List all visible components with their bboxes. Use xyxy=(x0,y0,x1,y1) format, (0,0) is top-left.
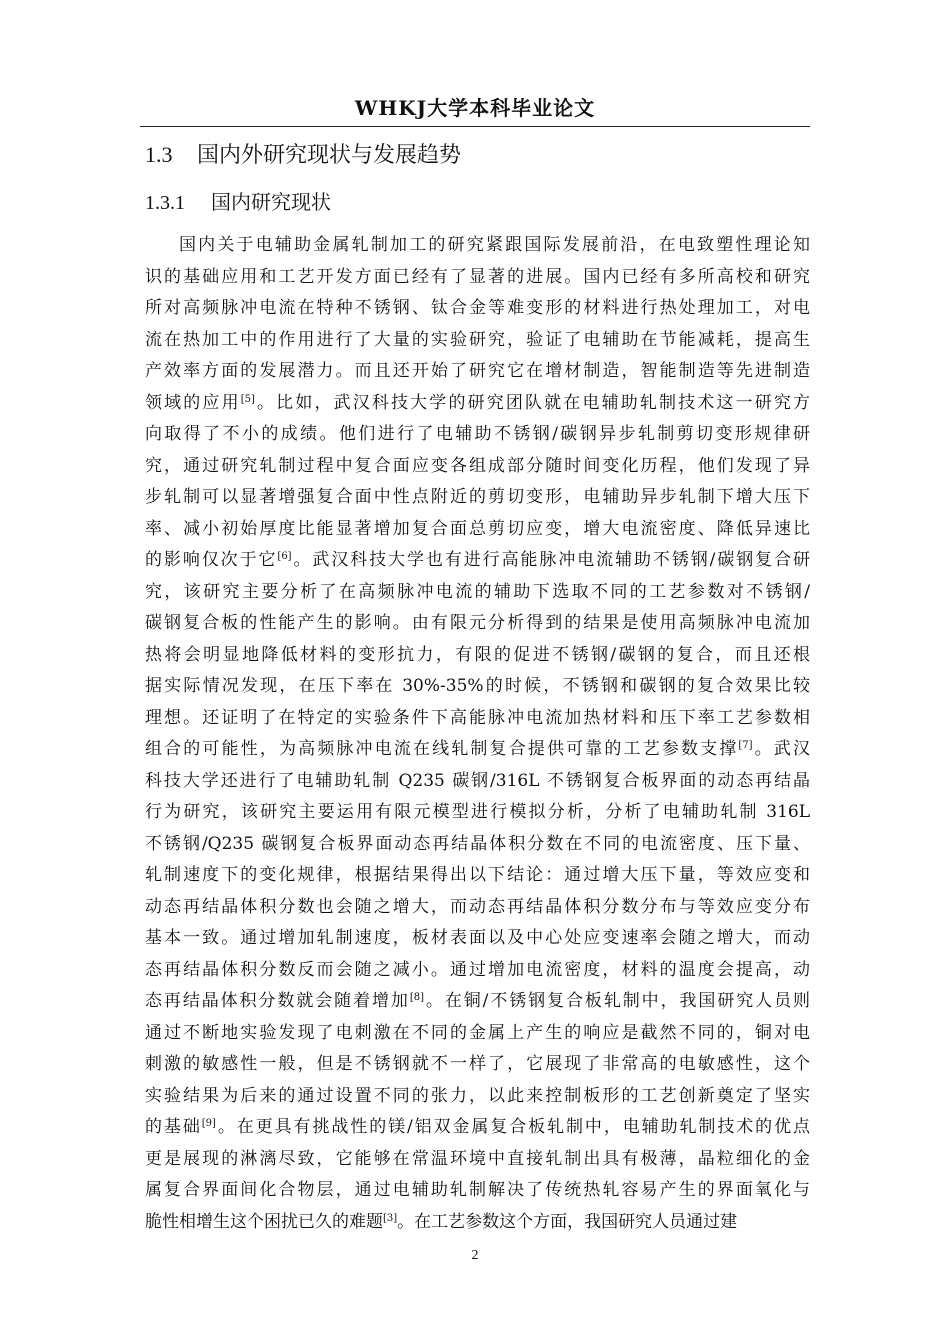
body-line xyxy=(145,356,810,388)
subsection-heading xyxy=(145,188,331,217)
body-line xyxy=(145,577,810,609)
body-line xyxy=(145,451,810,483)
body-text-segment: 。武汉 xyxy=(752,739,810,759)
body-text-segment: 通过不断地实验发现了电刺激在不同的金属上产生的响应是截然不同的，铜对电 xyxy=(145,1022,810,1043)
body-text-segment: 科技大学还进行了电辅助轧制 Q235 碳钢/316L 不锈钢复合板界面的动态再结晶 xyxy=(145,770,810,791)
body-line xyxy=(145,608,810,640)
body-line xyxy=(145,797,810,829)
body-line xyxy=(145,419,810,451)
subsection-title: 国内研究现状 xyxy=(211,190,331,214)
body-text-segment: 组合的可能性，为高频脉冲电流在线轧制复合提供可靠的工艺参数支撑 xyxy=(145,739,739,759)
body-text-segment: 更是展现的淋漓尽致，它能够在常温环境中直接轧制出具有极薄，晶粒细化的金 xyxy=(145,1148,810,1169)
body-line xyxy=(145,829,810,861)
body-line xyxy=(145,923,810,955)
header-rule xyxy=(140,126,810,127)
body-text-segment: 碳钢复合板的性能产生的影响。由有限元分析得到的结果是使用高频脉冲电流加 xyxy=(145,613,810,633)
page-number: 2 xyxy=(471,1248,479,1263)
body-text-segment: 领域的应用 xyxy=(145,392,241,413)
body-line xyxy=(145,671,810,703)
section-number: 1.3 xyxy=(145,142,173,167)
citation-mark: [6] xyxy=(277,551,292,562)
section-title: 国内外研究现状与发展趋势 xyxy=(197,143,462,168)
body-text-segment: 流在热加工中的作用进行了大量的实验研究，验证了电辅助在节能减耗，提高生 xyxy=(145,329,810,350)
body-line xyxy=(145,860,810,892)
body-line xyxy=(145,1207,810,1239)
body-text-segment: 。在更具有挑战性的镁/铝双金属复合板轧制中，电辅助轧制技术的优点 xyxy=(215,1117,810,1137)
body-text-segment: 实验结果为后来的通过设置不同的张力，以此来控制板形的工艺创新奠定了坚实 xyxy=(145,1085,810,1106)
body-text-segment: 步轧制可以显著增强复合面中性点附近的剪切变形，电辅助异步轧制下增大压下 xyxy=(145,487,810,507)
body-line xyxy=(145,1049,810,1081)
body-text-segment: 脆性相增生这个困扰已久的难题 xyxy=(145,1211,383,1232)
body-line xyxy=(145,1175,810,1207)
body-line xyxy=(145,482,810,514)
body-text-segment: 。比如，武汉科技大学的研究团队就在电辅助轧制技术这一研究方 xyxy=(254,392,810,413)
body-line xyxy=(145,262,810,294)
citation-mark: [5] xyxy=(240,393,255,405)
body-text-segment: 的基础 xyxy=(145,1117,202,1137)
body-text-segment: 轧制速度下的变化规律，根据结果得出以下结论：通过增大压下量，等效应变和 xyxy=(145,865,810,885)
body-text-segment: 行为研究，该研究主要运用有限元模型进行模拟分析，分析了电辅助轧制 316L xyxy=(145,802,810,822)
body-line xyxy=(145,230,810,262)
body-text-segment: 国内关于电辅助金属轧制加工的研究紧跟国际发展前沿，在电致塑性理论知 xyxy=(179,235,810,255)
body-text-segment: 究，该研究主要分析了在高频脉冲电流的辅助下选取不同的工艺参数对不锈钢/ xyxy=(145,581,810,602)
body-line xyxy=(145,1112,810,1144)
body-line xyxy=(145,388,810,420)
body-line xyxy=(145,514,810,546)
body-text-segment: 基本一致。通过增加轧制速度，板材表面以及中心处应变速率会随之增大，而动 xyxy=(145,928,810,948)
body-line xyxy=(145,1144,810,1176)
body-text-segment: 率、减小初始厚度比能显著增加复合面总剪切应变，增大电流密度、降低异速比 xyxy=(145,518,810,539)
citation-mark: [9] xyxy=(201,1118,216,1129)
body-text-segment: 。在铜/不锈钢复合板轧制中，我国研究人员则 xyxy=(424,991,810,1011)
body-line xyxy=(145,640,810,672)
body-paragraph xyxy=(145,230,810,1238)
body-line xyxy=(145,293,810,325)
body-text-segment: 属复合界面间化合物层，通过电辅助轧制解决了传统热轧容易产生的界面氧化与 xyxy=(145,1180,810,1200)
body-text-segment: 。在工艺参数这个方面，我国研究人员通过建 xyxy=(397,1211,738,1232)
body-line xyxy=(145,545,810,577)
body-text-segment: 热将会明显地降低材料的变形抗力，有限的促进不锈钢/碳钢的复合，而且还根 xyxy=(145,644,810,665)
body-text-segment: 究，通过研究轧制过程中复合面应变各组成部分随时间变化历程，他们发现了异 xyxy=(145,455,810,476)
body-text-segment: 的影响仅次于它 xyxy=(145,550,278,570)
body-text-segment: 态再结晶体积分数就会随着增加 xyxy=(145,991,410,1011)
body-line xyxy=(145,734,810,766)
body-line xyxy=(145,766,810,798)
body-text-segment: 产效率方面的发展潜力。而且还开始了研究它在增材制造，智能制造等先进制造 xyxy=(145,361,810,381)
body-line xyxy=(145,892,810,924)
body-text-segment: 向取得了不小的成绩。他们进行了电辅助不锈钢/碳钢异步轧制剪切变形规律研 xyxy=(145,424,810,444)
citation-mark: [3] xyxy=(383,1212,398,1224)
section-heading xyxy=(145,140,461,171)
body-line xyxy=(145,986,810,1018)
body-text-segment: 不锈钢/Q235 碳钢复合板界面动态再结晶体积分数在不同的电流密度、压下量、 xyxy=(145,833,810,854)
subsection-number: 1.3.1 xyxy=(145,192,185,214)
body-text-segment: 所对高频脉冲电流在特种不锈钢、钛合金等难变形的材料进行热处理加工，对电 xyxy=(145,298,810,318)
body-text-segment: 据实际情况发现，在压下率在 30%-35%的时候，不锈钢和碳钢的复合效果比较 xyxy=(145,676,810,696)
body-line xyxy=(145,1018,810,1050)
body-text-segment: 动态再结晶体积分数也会随之增大，而动态再结晶体积分数分布与等效应变分布 xyxy=(145,896,810,917)
body-text-segment: 刺激的敏感性一般，但是不锈钢就不一样了，它展现了非常高的电敏感性，这个 xyxy=(145,1054,810,1074)
citation-mark: [7] xyxy=(738,740,753,751)
body-text-segment: 识的基础应用和工艺开发方面已经有了显著的进展。国内已经有多所高校和研究 xyxy=(145,266,810,287)
body-text-segment: 理想。还证明了在特定的实验条件下高能脉冲电流加热材料和压下率工艺参数相 xyxy=(145,707,810,728)
body-text-segment: 态再结晶体积分数反而会随之减小。通过增加电流密度，材料的温度会提高，动 xyxy=(145,959,810,980)
citation-mark: [8] xyxy=(409,992,425,1003)
body-line xyxy=(145,955,810,987)
body-line xyxy=(145,325,810,357)
body-line xyxy=(145,1081,810,1113)
page-header: WHKJ大学本科毕业论文 xyxy=(354,96,596,120)
body-line xyxy=(145,703,810,735)
body-text-segment: 。武汉科技大学也有进行高能脉冲电流辅助不锈钢/碳钢复合研 xyxy=(291,550,810,570)
